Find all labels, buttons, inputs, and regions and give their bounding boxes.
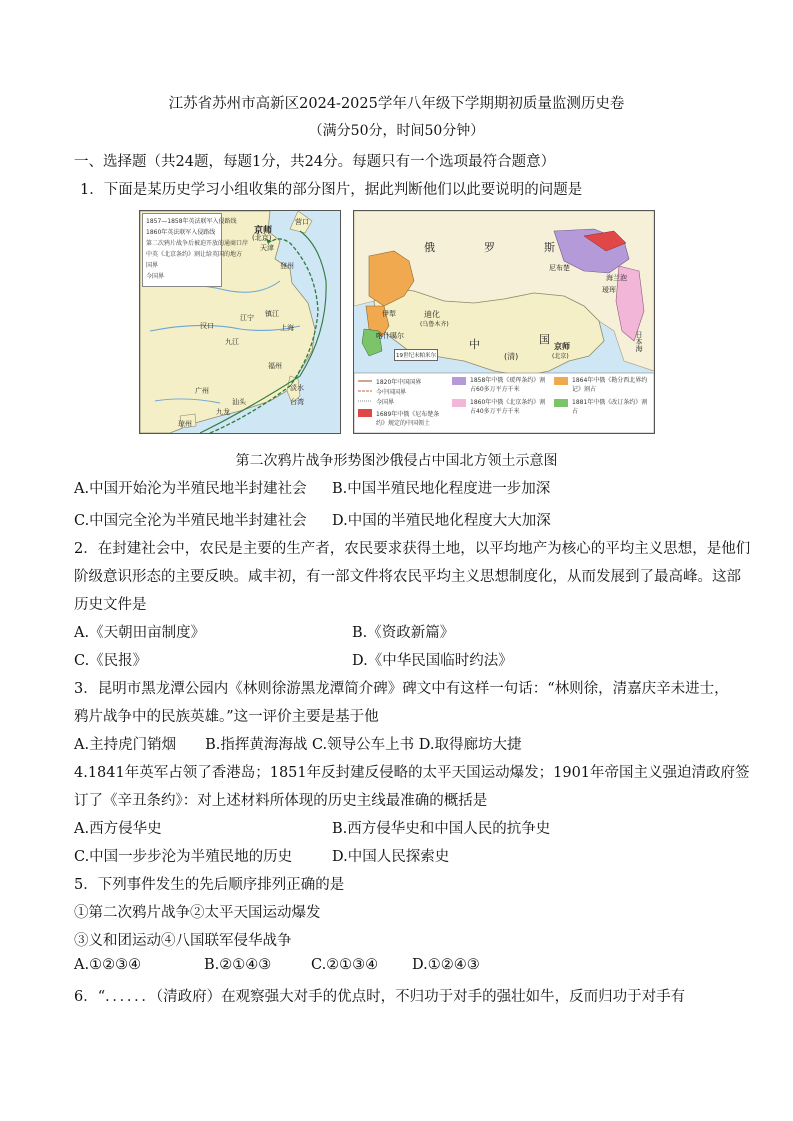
legend-swatch: [358, 409, 372, 417]
label-qing: (清): [504, 352, 519, 361]
label-guangzhou: 广州: [195, 387, 209, 395]
label-tianjin: 天津: [260, 244, 274, 252]
label-russia-1: 俄: [424, 241, 435, 254]
q3-stem-line1: 3．昆明市黑龙潭公园内《林则徐游黑龙潭简介碑》碑文中有这样一句话：“林则徐，清嘉庆辛未进士，: [74, 681, 729, 697]
label-japan-sea: 日本海: [635, 331, 643, 352]
legend-item: 1820年中国国界: [376, 379, 422, 386]
label-dengzhou: 登州: [280, 262, 294, 270]
label-jiujiang: 九江: [225, 338, 239, 346]
q2-option-d[interactable]: D.《中华民国临时约法》: [352, 653, 513, 669]
map-caption: 第二次鸦片战争形势图沙俄侵占中国北方领土示意图: [235, 453, 558, 469]
q2-option-a[interactable]: A.《天朝田亩制度》: [74, 625, 206, 641]
q4-option-b[interactable]: B.西方侵华史和中国人民的抗争史: [332, 821, 551, 837]
q5-item-line1: ①第二次鸦片战争②太平天国运动爆发: [74, 905, 321, 921]
q4-stem-line1: 4.1841年英军占领了香港岛；1851年反封建反侵略的太平天国运动爆发；1901年帝国主义强迫清政府签: [74, 765, 750, 781]
label-shanghai: 上海: [280, 324, 294, 332]
q2-option-b[interactable]: B.《资政新篇》: [352, 625, 455, 641]
label-yili: 伊犁: [382, 310, 396, 318]
legend-item: 1864年中俄《勘分西北界约记》割占: [572, 377, 648, 393]
label-qiongzhou: 琼州: [178, 420, 192, 428]
legend-item: 1857—1858年英法联军入侵路线: [146, 218, 237, 225]
q4-option-c[interactable]: C.中国一步步沦为半殖民地的历史: [74, 849, 293, 865]
label-kashi: 喀什噶尔: [376, 332, 404, 340]
exam-title: 江苏省苏州市高新区2024-2025学年八年级下学期期初质量监测历史卷: [168, 96, 625, 112]
label-aihui: 瑷珲: [602, 286, 616, 294]
q4-option-d[interactable]: D.中国人民探索史: [332, 849, 450, 865]
legend-swatch: [554, 377, 568, 385]
label-beijing: (北京): [252, 234, 272, 242]
label-pamir-note: 19世纪末帕米尔: [394, 349, 438, 361]
label-zhenjiang: 镇江: [265, 310, 279, 318]
q1-stem: 1．下面是某历史学习小组收集的部分图片，据此判断他们以此要说明的问题是: [80, 182, 583, 198]
label-jingshi-r: 京师: [554, 342, 570, 351]
legend-swatch: [452, 377, 466, 385]
q2-stem-line2: 阶级意识形态的主要反映。咸丰初，有一部文件将农民平均主义思想制度化，从而发展到了最高峰。这部: [74, 569, 741, 585]
legend-swatch: [554, 399, 568, 407]
q1-option-d[interactable]: D.中国的半殖民地化程度大大加深: [332, 513, 551, 529]
label-nibuchu: 尼布楚: [549, 264, 570, 272]
label-danshui: 淡水: [290, 384, 304, 392]
label-guo: 国: [539, 333, 550, 346]
opium-war-map: [139, 210, 341, 434]
q6-stem-line1: 6．“．．．．．．（清政府）在观察强大对手的优点时，不归功于对手的强壮如牛，反而归功于对手有: [74, 989, 686, 1005]
section-heading: 一、选择题（共24题，每题1分，共24分。每题只有一个选项最符合题意）: [74, 154, 556, 170]
russia-territory-map: [353, 210, 655, 434]
label-hankou: 汉口: [200, 322, 214, 330]
legend-item: 1881年中俄《改订条约》割占: [572, 399, 648, 415]
q5-option-d[interactable]: D.①②④③: [412, 957, 480, 973]
q2-stem-line3: 历史文件是: [74, 597, 147, 613]
label-russia-3: 斯: [544, 241, 555, 254]
legend-item: 今国界: [146, 273, 165, 280]
label-yingkou: 营口: [295, 218, 309, 226]
label-russia-2: 罗: [484, 241, 495, 254]
q5-option-a[interactable]: A.①②③④: [74, 957, 142, 973]
label-jingshi: 京师: [254, 226, 273, 236]
q1-option-c[interactable]: C.中国完全沦为半殖民地半封建社会: [74, 513, 307, 529]
q5-option-c[interactable]: C.②①③④: [311, 957, 379, 973]
q5-option-b[interactable]: B.②①④③: [204, 957, 272, 973]
label-hailanpao: 海兰泡: [606, 274, 627, 282]
legend-swatch: [452, 399, 466, 407]
legend-item: 1860年英法联军入侵路线: [146, 229, 216, 236]
legend-item: 第二次鸦片战争后被迫开放的通商口岸: [146, 240, 249, 247]
q4-option-a[interactable]: A.西方侵华史: [74, 821, 162, 837]
legend-item: 国界: [146, 262, 159, 269]
legend-item: 今中国国界: [376, 389, 407, 396]
label-jiangning: 江宁: [240, 314, 254, 322]
label-shantou: 汕头: [232, 398, 246, 406]
exam-subtitle: （满分50分，时间50分钟）: [308, 123, 485, 139]
left-map-legend: [142, 213, 249, 287]
q2-option-c[interactable]: C.《民报》: [74, 653, 148, 669]
q1-option-a[interactable]: A.中国开始沦为半殖民地半封建社会: [74, 481, 307, 497]
legend-item: 1858年中俄《瑷珲条约》割占60多万平方千米: [470, 377, 546, 393]
label-beijing-r: (北京): [552, 353, 569, 360]
q2-stem-line1: 2．在封建社会中，农民是主要的生产者，农民要求获得土地，以平均地产为核心的平均主义思想，是他们: [74, 541, 751, 557]
q4-stem-line2: 订了《辛丑条约》：对上述材料所体现的历史主线最准确的概括是: [74, 793, 488, 809]
q1-option-b[interactable]: B.中国半殖民地化程度进一步加深: [332, 481, 551, 497]
legend-item: 1689年中俄《尼布楚条约》规定的中国领土: [376, 411, 440, 427]
q5-item-line2: ③义和团运动④八国联军侵华战争: [74, 933, 292, 949]
legend-item: 1860年中俄《北京条约》割占40多万平方千米: [470, 399, 546, 415]
q3-stem-line2: 鸦片战争中的民族英雄。”这一评价主要是基于他: [74, 709, 379, 725]
label-fuzhou: 福州: [268, 362, 282, 370]
q5-stem: 5．下列事件发生的先后顺序排列正确的是: [74, 877, 345, 893]
legend-item: 今国界: [376, 399, 395, 406]
label-taiwan: 台湾: [290, 398, 304, 406]
legend-item: 中英《北京条约》割让给英国的地方: [146, 251, 243, 258]
q3-options[interactable]: A.主持虎门销烟 B.指挥黄海海战 C.领导公车上书 D.取得廊坊大捷: [74, 737, 522, 753]
label-jiulong: 九龙: [216, 408, 230, 416]
label-zhong: 中: [469, 338, 480, 351]
label-dihua: 迪化: [424, 310, 440, 319]
label-wulumuqi: (乌鲁木齐): [420, 321, 449, 328]
